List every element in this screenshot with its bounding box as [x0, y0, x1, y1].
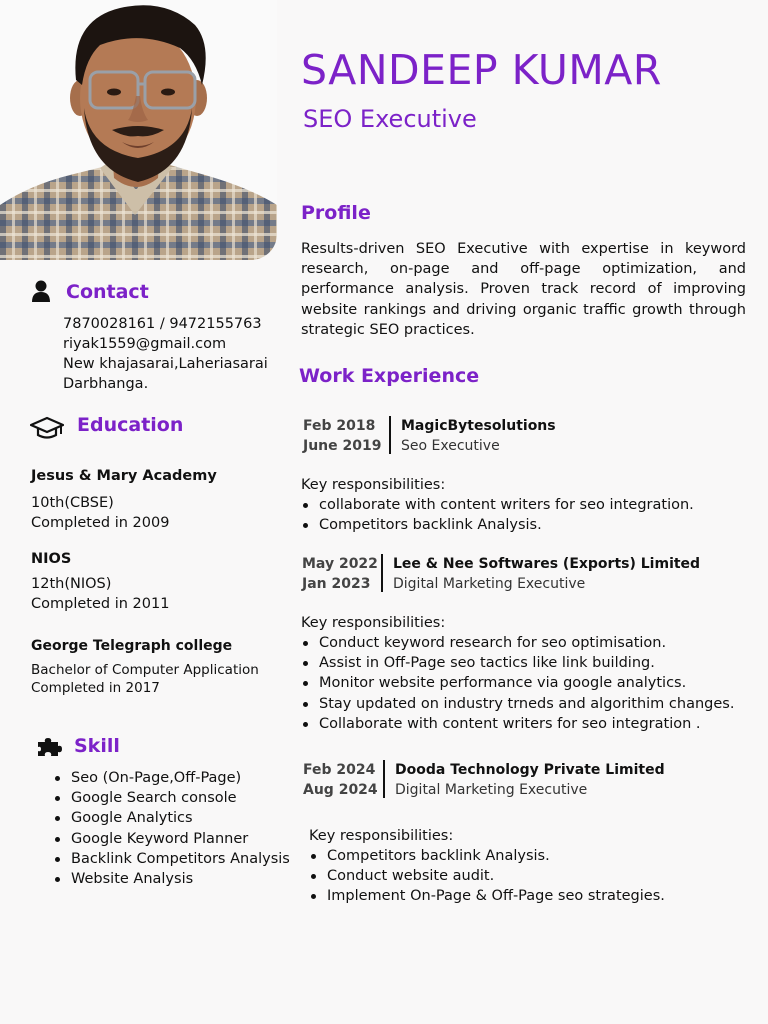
education-school: NIOS: [31, 551, 72, 567]
job-title: Digital Marketing Executive: [395, 782, 588, 798]
education-qualification: Bachelor of Computer Application: [31, 662, 259, 678]
job-dates: [302, 554, 378, 594]
person-icon: [32, 280, 50, 306]
responsibility-item: Monitor website performance via google analytics.: [301, 673, 734, 693]
responsibility-item: Competitors backlink Analysis.: [301, 515, 694, 535]
contact-phone: 7870028161 / 9472155763: [63, 316, 262, 332]
skill-item: Google Analytics: [53, 808, 290, 828]
responsibility-item: Conduct keyword research for seo optimisation.: [301, 633, 734, 653]
job-end-date: June 2019: [303, 438, 382, 454]
job-start-date: May 2022: [302, 556, 378, 572]
candidate-role: SEO Executive: [303, 105, 477, 133]
responsibility-item: Collaborate with content writers for seo integration .: [301, 714, 734, 734]
skill-heading: Skill: [74, 735, 120, 757]
skill-item: Google Keyword Planner: [53, 829, 290, 849]
job-end-date: Aug 2024: [303, 782, 378, 798]
profile-summary: Results-driven SEO Executive with expertise in keyword research, on-page and off-page optimization, and performance analysis. Proven track record of improving website rankings and driving organic traffic growth through strategic SEO practices.: [301, 241, 746, 338]
job-title: Digital Marketing Executive: [393, 576, 586, 592]
job-dates: [303, 416, 382, 456]
job-end-date: Jan 2023: [302, 576, 371, 592]
job-company: MagicBytesolutions: [401, 418, 556, 434]
job-divider: [389, 416, 391, 454]
responsibility-item: Stay updated on industry trneds and algorithim changes.: [301, 694, 734, 714]
education-completed: Completed in 2009: [31, 515, 170, 531]
portrait-image: [0, 0, 277, 260]
skill-item: Backlink Competitors Analysis: [53, 849, 290, 869]
job-divider: [383, 760, 385, 798]
job-company: Lee & Nee Softwares (Exports) Limited: [393, 556, 701, 572]
graduation-cap-icon: [30, 416, 64, 444]
job-start-date: Feb 2018: [303, 418, 376, 434]
job-company: Dooda Technology Private Limited: [395, 762, 665, 778]
education-completed: Completed in 2011: [31, 596, 170, 612]
candidate-name: SANDEEP KUMAR: [301, 46, 662, 94]
education-heading: Education: [77, 414, 184, 436]
skill-item: Website Analysis: [53, 869, 290, 889]
profile-heading: Profile: [301, 202, 371, 224]
responsibilities-label: Key responsibilities:: [309, 828, 454, 844]
responsibilities-list: [301, 495, 694, 535]
contact-heading: Contact: [66, 281, 149, 303]
contact-address-line2: Darbhanga.: [63, 376, 149, 392]
profile-photo: [0, 0, 277, 260]
skill-list: [53, 768, 290, 889]
education-qualification: 10th(CBSE): [31, 495, 114, 511]
work-experience-heading: Work Experience: [299, 365, 480, 387]
responsibility-item: Conduct website audit.: [309, 866, 665, 886]
education-school: George Telegraph college: [31, 638, 233, 654]
responsibilities-label: Key responsibilities:: [301, 615, 446, 631]
responsibility-item: collaborate with content writers for seo integration.: [301, 495, 694, 515]
responsibility-item: Competitors backlink Analysis.: [309, 846, 665, 866]
job-dates: [303, 760, 378, 800]
puzzle-piece-icon: [36, 737, 64, 761]
job-divider: [381, 554, 383, 592]
skill-item: Seo (On-Page,Off-Page): [53, 768, 290, 788]
job-start-date: Feb 2024: [303, 762, 376, 778]
responsibility-item: Implement On-Page & Off-Page seo strategies.: [309, 886, 665, 906]
responsibilities-list: [301, 633, 734, 734]
contact-email: riyak1559@gmail.com: [63, 336, 227, 352]
contact-address-line1: New khajasarai,Laheriasarai: [63, 356, 268, 372]
responsibility-item: Assist in Off-Page seo tactics like link building.: [301, 653, 734, 673]
responsibilities-list: [309, 846, 665, 907]
job-title: Seo Executive: [401, 438, 500, 454]
responsibilities-label: Key responsibilities:: [301, 477, 446, 493]
education-completed: Completed in 2017: [31, 680, 160, 696]
education-school: Jesus & Mary Academy: [31, 468, 217, 484]
skill-item: Google Search console: [53, 788, 290, 808]
education-qualification: 12th(NIOS): [31, 576, 112, 592]
